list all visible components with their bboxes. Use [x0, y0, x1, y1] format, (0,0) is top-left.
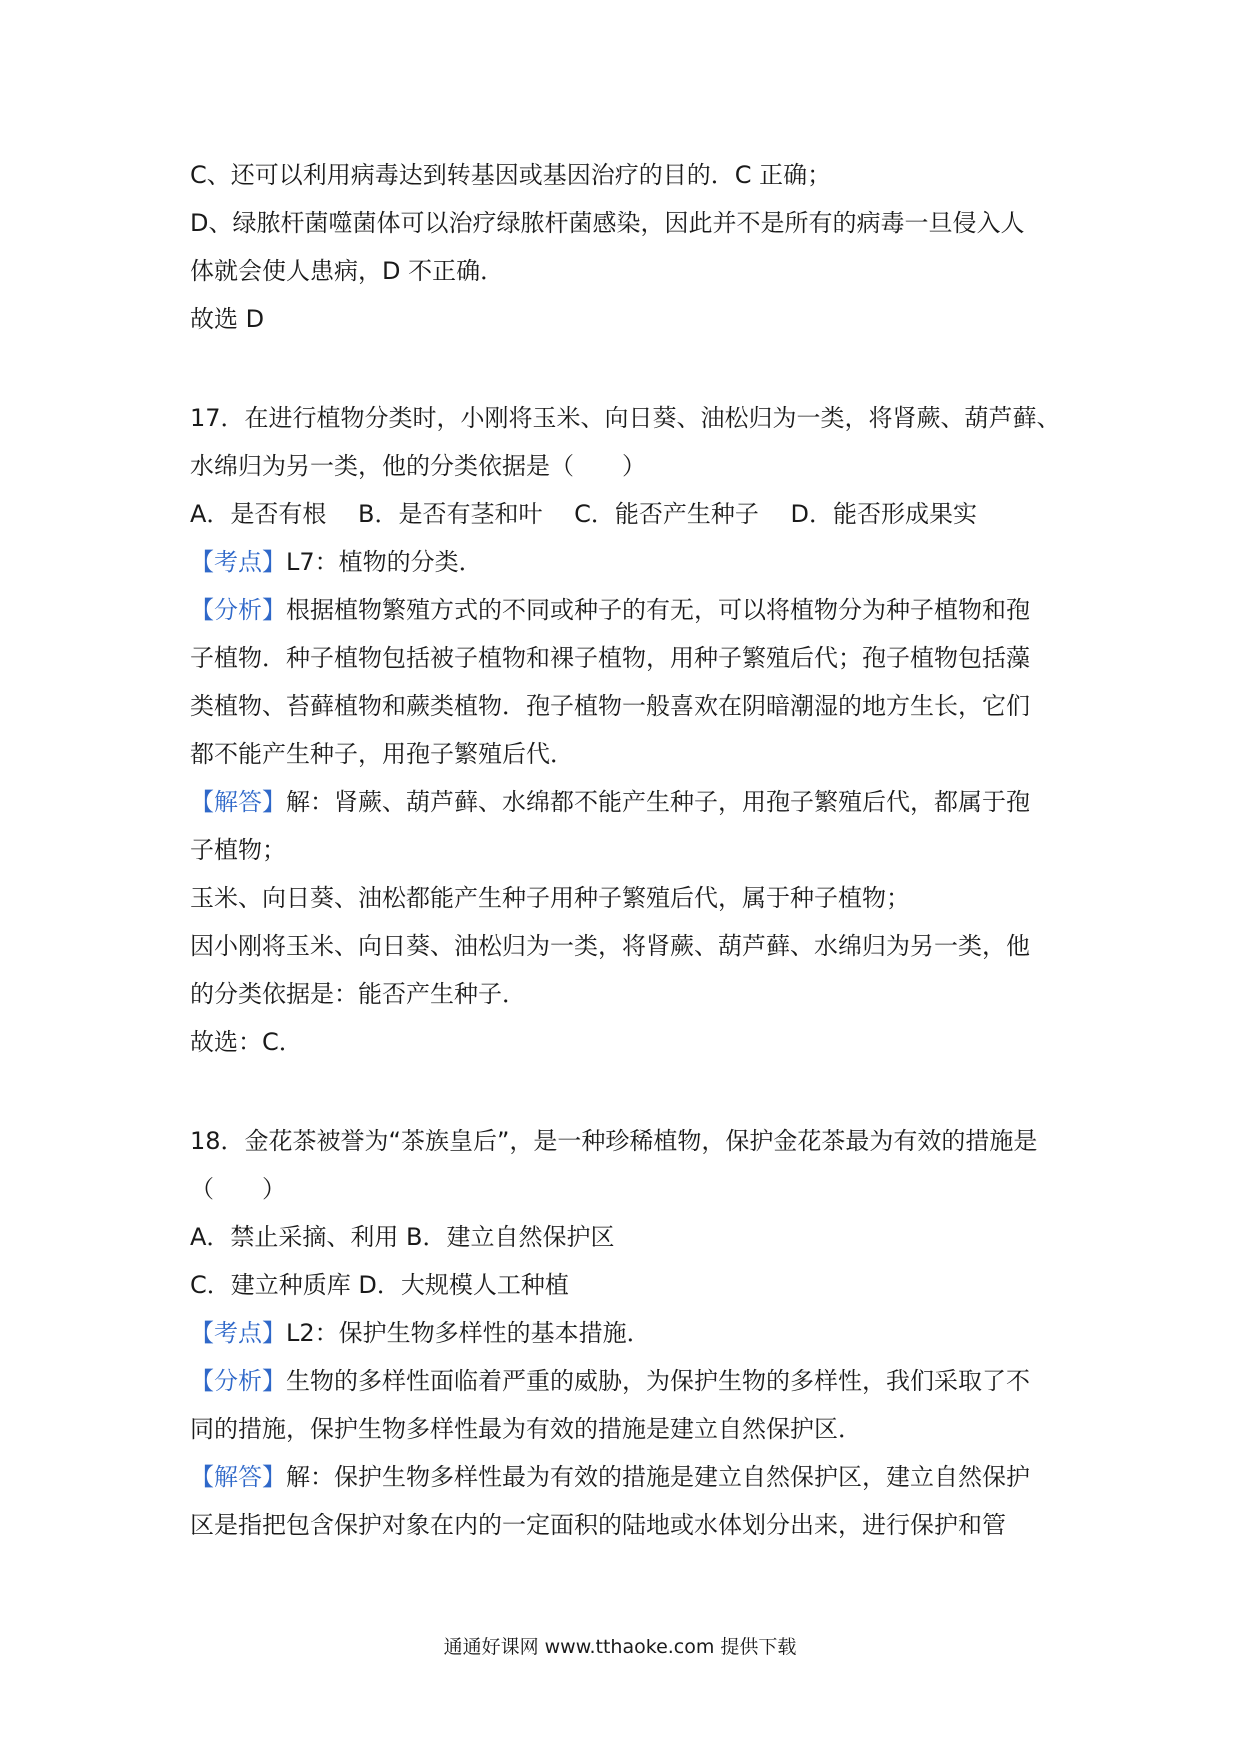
q17-fenxi-line2: 子植物．种子植物包括被子植物和裸子植物，用种子繁殖后代；孢子植物包括藻 — [190, 644, 1030, 672]
q17-fenxi-line4: 都不能产生种子，用孢子繁殖后代． — [190, 740, 574, 768]
q17-fenxi-line3: 类植物、苔藓植物和蕨类植物．孢子植物一般喜欢在阴暗潮湿的地方生长，它们 — [190, 692, 1030, 720]
q18-options-line2: C．建立种质库 D．大规模人工种植 — [190, 1271, 569, 1299]
q17-kaodian-tag: 【考点】 — [190, 548, 286, 576]
q17-fenxi-tag: 【分析】 — [190, 596, 286, 624]
q17-jieda-line5: 的分类依据是：能否产生种子． — [190, 980, 526, 1008]
q18-fenxi-line1 — [190, 1364, 1060, 1398]
q18-stem-line2: （ ） — [190, 1175, 286, 1203]
q18-jieda-text: 解：保护生物多样性最为有效的措施是建立自然保护区，建立自然保护 — [286, 1463, 1030, 1491]
q17-jieda-line3: 玉米、向日葵、油松都能产生种子用种子繁殖后代，属于种子植物； — [190, 884, 910, 912]
q17-kaodian — [190, 545, 1060, 579]
prev-answer: 故选 D — [190, 305, 265, 333]
q18-stem-line1: 18．金花茶被誉为“茶族皇后”，是一种珍稀植物，保护金花茶最为有效的措施是 — [190, 1127, 1038, 1155]
q18-fenxi-line2: 同的措施，保护生物多样性最为有效的措施是建立自然保护区． — [190, 1415, 862, 1443]
q18-jieda-line2: 区是指把包含保护对象在内的一定面积的陆地或水体划分出来，进行保护和管 — [190, 1511, 1006, 1539]
q17-stem-line1: 17．在进行植物分类时，小刚将玉米、向日葵、油松归为一类，将肾蕨、葫芦藓、 — [190, 404, 1061, 432]
q17-jieda-text: 解：肾蕨、葫芦藓、水绵都不能产生种子，用孢子繁殖后代，都属于孢 — [286, 788, 1030, 816]
q18-kaodian-text: L2：保护生物多样性的基本措施． — [286, 1319, 651, 1347]
q18-fenxi-tag: 【分析】 — [190, 1367, 286, 1395]
q17-jieda-line1 — [190, 785, 1060, 819]
q17-kaodian-text: L7：植物的分类． — [286, 548, 483, 576]
page-footer: 通通好课网 www.tthaoke.com 提供下载 — [443, 1636, 797, 1658]
q17-jieda-line4: 因小刚将玉米、向日葵、油松归为一类，将肾蕨、葫芦藓、水绵归为另一类，他 — [190, 932, 1030, 960]
q17-options: A．是否有根 B．是否有茎和叶 C．能否产生种子 D．能否形成果实 — [190, 500, 978, 528]
q17-jieda-tag: 【解答】 — [190, 788, 286, 816]
q17-jieda-line2: 子植物； — [190, 836, 286, 864]
q18-fenxi-text: 生物的多样性面临着严重的威胁，为保护生物的多样性，我们采取了不 — [286, 1367, 1030, 1395]
q18-jieda-line1 — [190, 1460, 1060, 1494]
prev-option-d-line1: D、绿脓杆菌噬菌体可以治疗绿脓杆菌感染，因此并不是所有的病毒一旦侵入人 — [190, 209, 1025, 237]
q18-kaodian — [190, 1316, 1060, 1350]
q18-kaodian-tag: 【考点】 — [190, 1319, 286, 1347]
q17-fenxi-text: 根据植物繁殖方式的不同或种子的有无，可以将植物分为种子植物和孢 — [286, 596, 1030, 624]
q17-fenxi-line1 — [190, 593, 1060, 627]
q17-answer: 故选：C． — [190, 1028, 303, 1056]
q18-jieda-tag: 【解答】 — [190, 1463, 286, 1491]
q17-stem-line2: 水绵归为另一类，他的分类依据是（ ） — [190, 452, 646, 480]
q18-options-line1: A．禁止采摘、利用 B．建立自然保护区 — [190, 1223, 615, 1251]
prev-option-d-line2: 体就会使人患病，D 不正确． — [190, 257, 505, 285]
prev-option-c: C、还可以利用病毒达到转基因或基因治疗的目的．C 正确； — [190, 161, 832, 189]
